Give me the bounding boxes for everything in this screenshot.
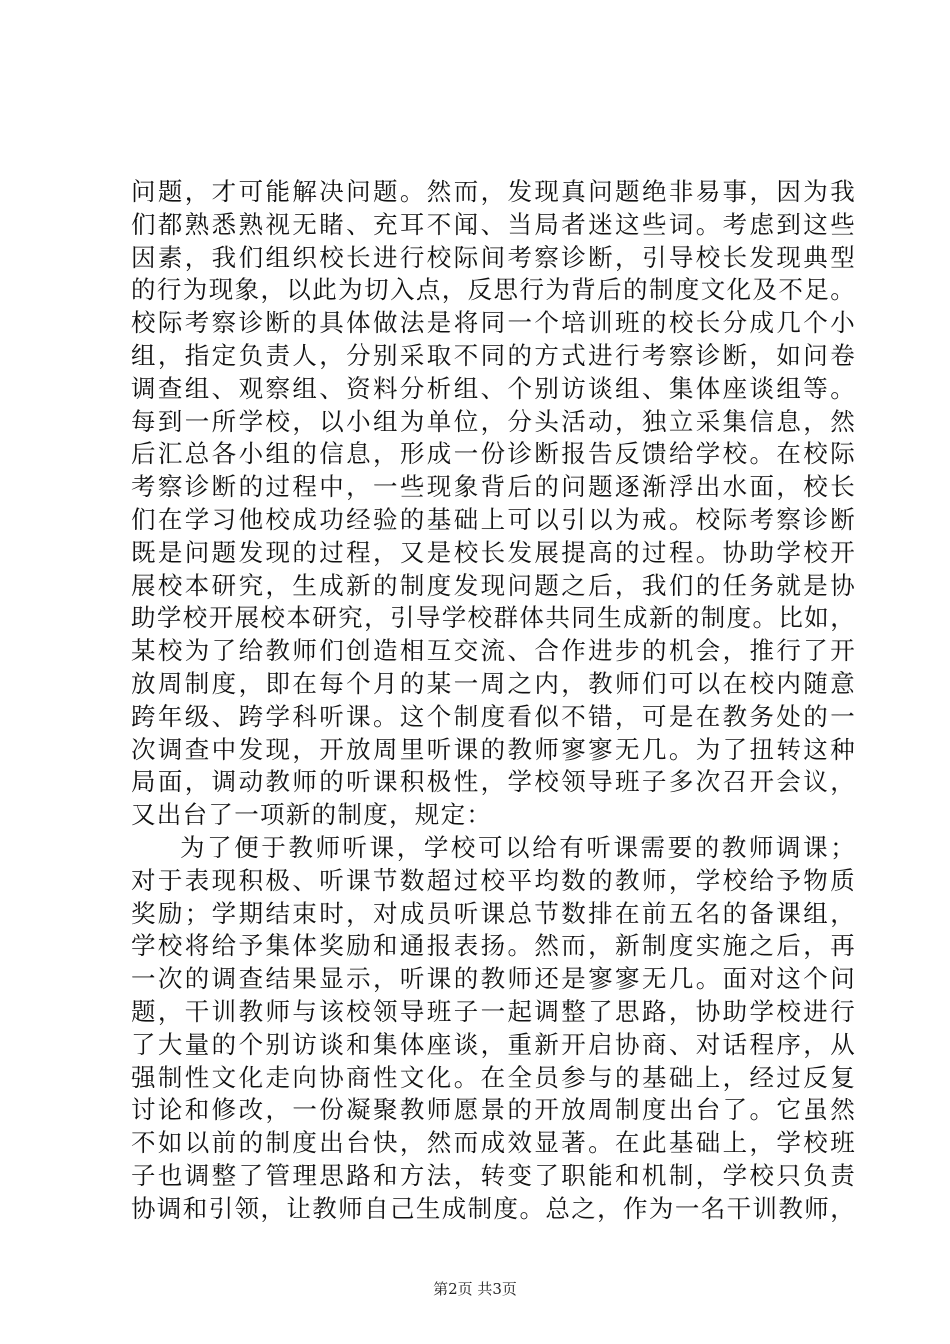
text-line: 子也调整了管理思路和方法，转变了职能和机制，学校只负责: [131, 1160, 856, 1190]
text-line: 跨年级、跨学科听课。这个制度看似不错，可是在教务处的一: [131, 701, 856, 731]
text-line: 强制性文化走向协商性文化。在全员参与的基础上，经过反复: [131, 1062, 856, 1092]
text-line: 考察诊断的过程中，一些现象背后的问题逐渐浮出水面，校长: [131, 472, 856, 502]
text-line: 协调和引领，让教师自己生成制度。总之，作为一名干训教师，: [131, 1193, 856, 1223]
text-line: 一次的调查结果显示，听课的教师还是寥寥无几。面对这个问: [131, 964, 856, 994]
text-line: 局面，调动教师的听课积极性，学校领导班子多次召开会议，: [131, 767, 856, 797]
text-line: 学校将给予集体奖励和通报表扬。然而，新制度实施之后，再: [131, 931, 856, 961]
text-line: 次调查中发现，开放周里听课的教师寥寥无几。为了扭转这种: [131, 734, 856, 764]
text-line: 不如以前的制度出台快，然而成效显著。在此基础上，学校班: [131, 1128, 856, 1158]
text-line: 们都熟悉熟视无睹、充耳不闻、当局者迷这些词。考虑到这些: [131, 209, 856, 239]
text-line: 对于表现积极、听课节数超过校平均数的教师，学校给予物质: [131, 865, 856, 895]
text-line: 某校为了给教师们创造相互交流、合作进步的机会，推行了开: [131, 636, 856, 666]
body-text: [131, 176, 856, 1226]
text-line: 问题，才可能解决问题。然而，发现真问题绝非易事，因为我: [131, 177, 856, 206]
text-line: 后汇总各小组的信息，形成一份诊断报告反馈给学校。在校际: [131, 439, 856, 469]
text-line: 又出台了一项新的制度，规定：: [131, 800, 493, 830]
text-line: 讨论和修改，一份凝聚教师愿景的开放周制度出台了。它虽然: [131, 1095, 856, 1125]
text-line: 助学校开展校本研究，引导学校群体共同生成新的制度。比如，: [131, 603, 856, 633]
text-line: 们在学习他校成功经验的基础上可以引以为戒。校际考察诊断: [131, 504, 856, 534]
text-line: 校际考察诊断的具体做法是将同一个培训班的校长分成几个小: [131, 308, 856, 338]
text-line: 了大量的个别访谈和集体座谈，重新开启协商、对话程序，从: [131, 1029, 856, 1059]
text-line: 放周制度，即在每个月的某一周之内，教师们可以在校内随意: [131, 668, 856, 698]
page-number-footer: 第2页 共3页: [433, 1280, 517, 1298]
text-line: 调查组、观察组、资料分析组、个别访谈组、集体座谈组等。: [131, 373, 856, 403]
text-line: 展校本研究，生成新的制度发现问题之后，我们的任务就是协: [131, 570, 856, 600]
text-line: 的行为现象，以此为切入点，反思行为背后的制度文化及不足。: [131, 275, 856, 305]
text-line: 奖励；学期结束时，对成员听课总节数排在前五名的备课组，: [131, 898, 856, 928]
text-line: 每到一所学校，以小组为单位，分头活动，独立采集信息，然: [131, 406, 856, 436]
text-line: 既是问题发现的过程，又是校长发展提高的过程。协助学校开: [131, 537, 856, 567]
text-line: 因素，我们组织校长进行校际间考察诊断，引导校长发现典型: [131, 242, 856, 272]
paragraph-first-line: 为了便于教师听课，学校可以给有听课需要的教师调课；: [180, 832, 856, 862]
text-line: 题，干训教师与该校领导班子一起调整了思路，协助学校进行: [131, 996, 856, 1026]
text-line: 组，指定负责人，分别采取不同的方式进行考察诊断，如问卷: [131, 340, 856, 370]
